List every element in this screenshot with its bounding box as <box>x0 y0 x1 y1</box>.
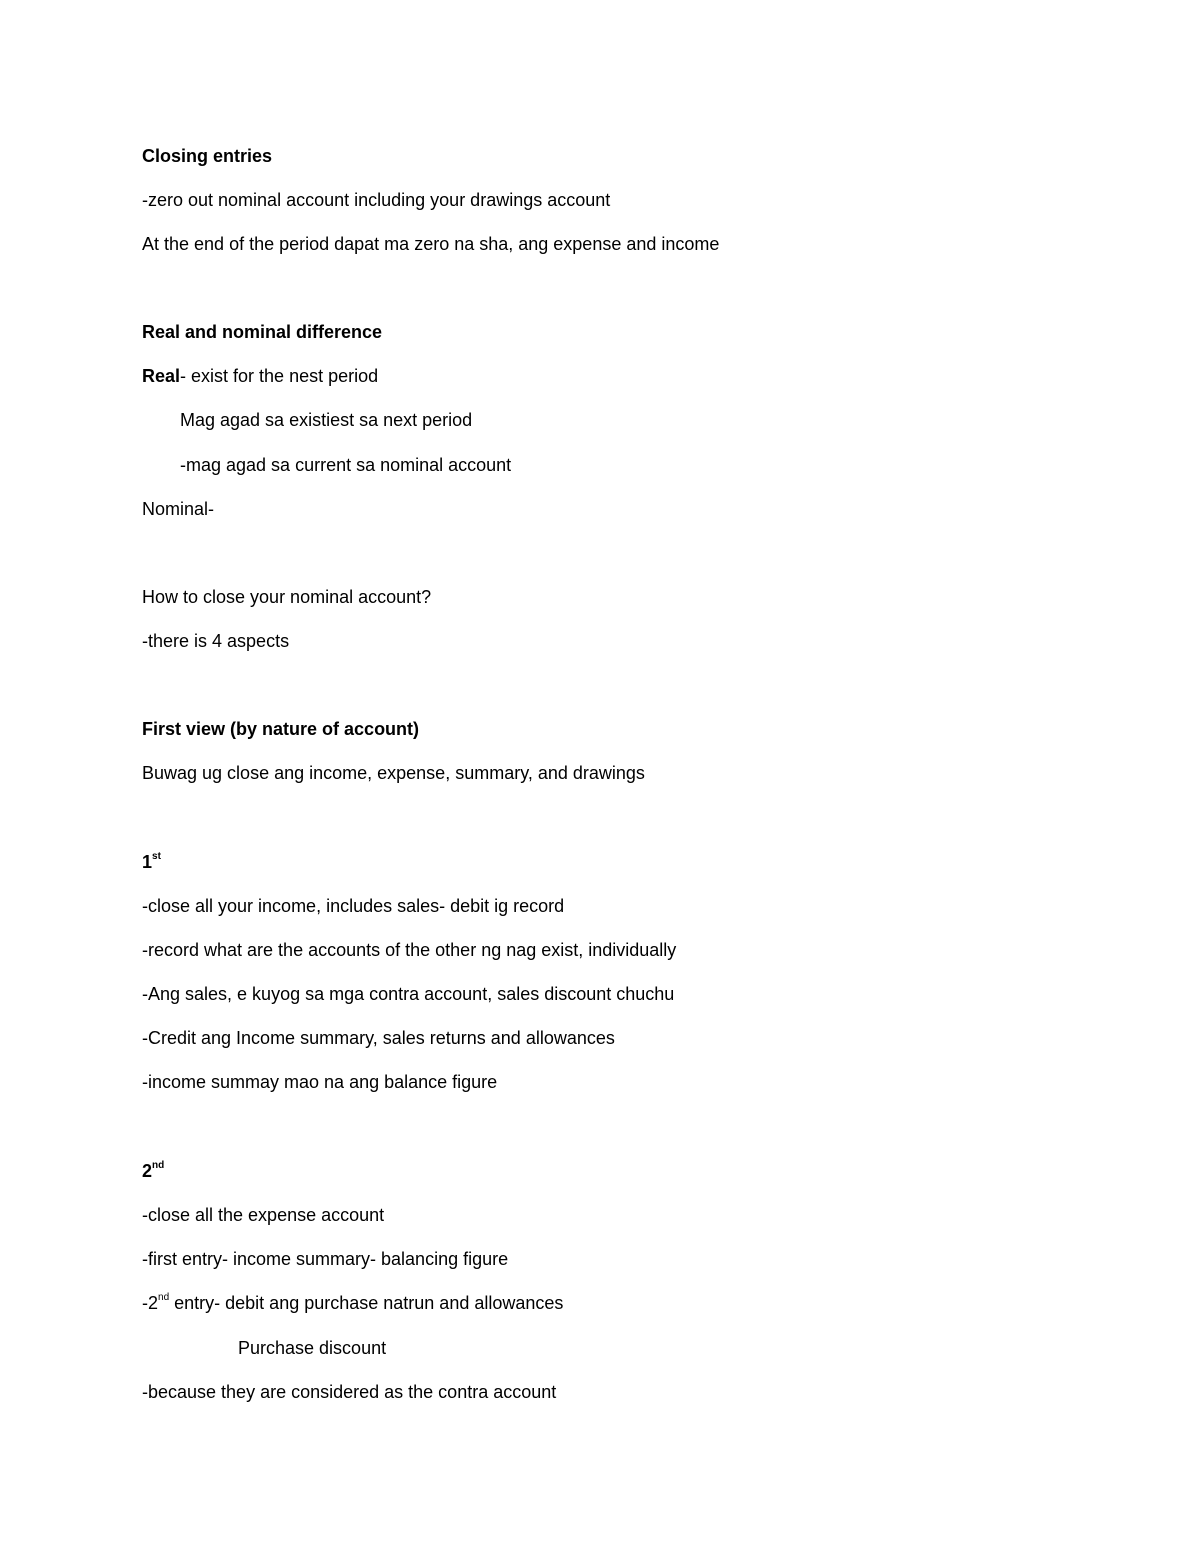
step-1-item: -Credit ang Income summary, sales returns and allowances <box>142 1028 615 1048</box>
step-2-heading <box>142 1159 164 1183</box>
how-to-aspects: -there is 4 aspects <box>142 631 290 651</box>
step-2-item-3-rest: entry- debit ang purchase natrun and allowances <box>169 1293 564 1313</box>
step-1-item: -close all your income, includes sales- debit ig record <box>142 896 565 916</box>
step-2-sub-item: Purchase discount <box>238 1338 387 1358</box>
closing-line-1: -zero out nominal account including your drawings account <box>142 190 611 210</box>
step-1-heading <box>142 850 161 874</box>
step-2-number: 2 <box>142 1161 153 1181</box>
how-to-question: How to close your nominal account? <box>142 587 432 607</box>
real-sub-line-2: -mag agad sa current sa nominal account <box>180 455 512 475</box>
step-2-item-3-sup: nd <box>158 1292 170 1303</box>
step-1-number: 1 <box>142 852 153 872</box>
real-label: Real <box>142 366 181 386</box>
step-2-item-3-prefix: -2 <box>142 1293 159 1313</box>
step-2-item: -first entry- income summary- balancing figure <box>142 1249 509 1269</box>
first-view-heading: First view (by nature of account) <box>142 719 420 739</box>
real-text: - exist for the nest period <box>180 366 379 386</box>
closing-line-2: At the end of the period dapat ma zero na sha, ang expense and income <box>142 234 720 254</box>
real-nominal-heading: Real and nominal difference <box>142 322 383 342</box>
real-sub-line-1: Mag agad sa existiest sa next period <box>180 410 473 430</box>
step-1-item: -Ang sales, e kuyog sa mga contra account, sales discount chuchu <box>142 984 675 1004</box>
step-1-item: -record what are the accounts of the other ng nag exist, individually <box>142 940 677 960</box>
step-2-item: -because they are considered as the contra account <box>142 1382 557 1402</box>
closing-entries-heading: Closing entries <box>142 146 273 166</box>
step-2-item: -close all the expense account <box>142 1205 385 1225</box>
step-1-suffix: st <box>152 851 161 862</box>
step-2-item <box>142 1291 563 1315</box>
first-view-text: Buwag ug close ang income, expense, summary, and drawings <box>142 763 645 783</box>
real-definition <box>142 364 378 388</box>
nominal-label: Nominal- <box>142 499 215 519</box>
step-1-item: -income summay mao na ang balance figure <box>142 1072 498 1092</box>
step-2-suffix: nd <box>152 1160 165 1171</box>
